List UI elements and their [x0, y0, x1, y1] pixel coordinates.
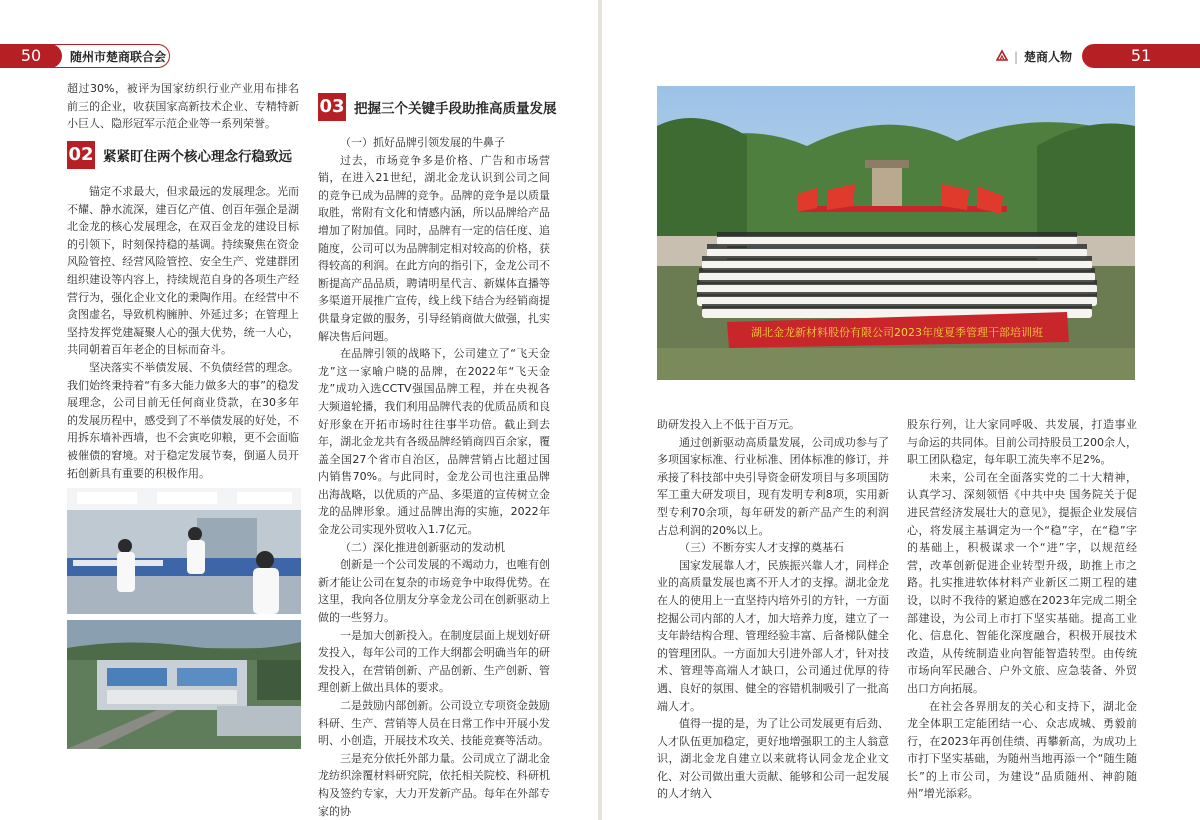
section-number: 03 [318, 93, 346, 121]
section-02-body [67, 183, 299, 482]
paragraph: 未来，公司在全面落实党的二十大精神，认真学习、深刻领悟《中共中央 国务院关于促进民营经济发展壮大的意见》，提振企业发展信心，将发展主基调定为一个“稳”字，在“稳”字的基础上，积极谋求一个“进”字，以规范经营，改革创新促进企业转型升级，助推上市之路。扎实推进软体材料产业新区二期工程的建设，以时不我待的紧迫感在2023年完成二期全部建设，为公司上市打下坚实基础。提高工业化、信息化、智能化深度融合，积极开展技术改造，从传统制造业向智能智造转型。由传统市场向军民融合、户外文旅、应急装备、外贸出口方向拓展。 [907, 470, 1137, 695]
subheading: （二）深化推进创新驱动的发动机 [340, 540, 505, 554]
section-number: 02 [67, 141, 95, 169]
section-03-heading [318, 93, 557, 121]
right-page [602, 0, 1200, 820]
paragraph: 在品牌引领的战略下，公司建立了“飞天金龙”这一家喻户晓的品牌，在2022年“飞天金龙”成功入选CCTV强国品牌工程，并在央视各大频道轮播，我们利用品牌代表的优质品质和良好形象在开拓市场时往往事半功倍。截止到去年，湖北金龙共有各级品牌经销商四百余家，覆盖全国27个省市自治区，品牌营销占比超过国内销售70%。与此同时，金龙公司也注重品牌出海战略，以优质的产品、多渠道的宣传树立金龙的品牌形象。通过品牌出海的实施，2022年金龙公司实现外贸收入1.7亿元。 [318, 347, 550, 537]
header-separator: | [1013, 49, 1018, 64]
factory-aerial-photo [67, 620, 301, 749]
banner-text: 湖北金龙新材料股份有限公司2023年度夏季管理干部培训班 [751, 326, 1043, 339]
left-page-number: 50 [0, 44, 62, 68]
paragraph: 一是加大创新投入。在制度层面上规划好研发投入，每年公司的工作大纲都会明确当年的研发投入，在营销创新、产品创新、生产创新、管理创新上做出具体的要求。 [318, 628, 550, 695]
paragraph: 值得一提的是，为了让公司发展更有后劲、人才队伍更加稳定，更好地增强职工的主人翁意识，湖北金龙自建立以来就将认同金龙企业文化、对公司做出重大贡献、能够和公司一起发展的人才纳入 [657, 717, 889, 801]
left-header-title: 随州市楚商联合会 [70, 50, 167, 64]
intro-paragraph: 超过30%，被评为国家纺织行业产业用布排名前三的企业，收获国家高新技术企业、专精特新小巨人、隐形冠军示范企业等一系列荣誉。 [67, 82, 299, 131]
paragraph: 锚定不求最大，但求最远的发展理念。光而不耀、静水流深，建百亿产值、创百年强企是湖北金龙的核心发展理念，在双百金龙的建设目标的引领下，时刻保持稳的基调。持续聚焦在资金风险管控、经营风险管控、安全生产、党建群团组织建设等内容上，持续规范自身的各项生产经营行为，强化企业文化的秉陶作用。在经营中不贪图虚名，导致机构臃肿、外延过多；在管理上坚持发挥党建凝聚人心的强大优势，统一人心，共同朝着百年老企的目标而奋斗。 [67, 185, 299, 357]
mountain-logo-icon [996, 49, 1008, 64]
lab-photo [67, 488, 301, 614]
paragraph: 通过创新驱动高质量发展，公司成功参与了多项国家标准、行业标准、团体标准的修订，并承接了科技部中央引导资金研发项目与多项国防军工重大研发项目，现有发明专利8项，实用新型专利70余项，每年研发的新产品产生的利润占总利润的20%以上。 [657, 435, 889, 537]
col1-intro [67, 80, 299, 133]
left-header-bar [0, 44, 170, 68]
paragraph: 在社会各界朋友的关心和支持下，湖北金龙全体职工定能团结一心、众志成城、勇毅前行，在2023年再创佳绩、再攀新高，为成功上市打下坚实基础，为随州当地再添一个“随生随长”的上市公司，为建设“品质随州、神韵随州”增光添彩。 [907, 699, 1137, 801]
subheading: （三）不断夯实人才支撑的奠基石 [679, 541, 844, 555]
right-header-title: 楚商人物 [1023, 50, 1072, 64]
paragraph: 二是鼓励内部创新。公司设立专项资金鼓励科研、生产、营销等人员在日常工作中开展小发明、小创造，开展技术攻关、技能竞赛等活动。 [318, 699, 550, 748]
paragraph: 助研发投入上不低于百万元。 [657, 418, 800, 431]
paragraph: 坚决落实不举债发展、不负债经营的理念。我们始终秉持着“有多大能力做多大的事”的稳发展理念，公司目前无任何商业贷款，在30多年的发展历程中，感受到了不举债发展的好处，不用拆东墙补西墙，也不会寅吃卯粮，更不会面临被催债的窘境。对于稳定发展节奏，倒逼人员开拓创新具有重要的积极作用。 [67, 360, 299, 480]
section-title: 紧紧盯住两个核心理念行稳致远 [103, 149, 292, 165]
right-col2-body [907, 416, 1137, 803]
right-header-label [996, 48, 1072, 65]
right-page-number: 51 [1082, 44, 1200, 68]
paragraph: 过去，市场竞争多是价格、广告和市场营销，在进入21世纪，湖北金龙认识到公司之间的竞争已成为品牌的竞争。品牌的竞争是以质量取胜，常附有文化和情感内涵，所以品牌给产品增加了附加值。同时，品牌有一定的信任度、追随度，公司可以为品牌制定相对较高的价格，获得较高的利润。在此方向的指引下，金龙公司不断提高产品品质，聘请明星代言、新媒体直播等多渠道开展推广宣传，线上线下结合为经销商提供量身定做的服务，引导经销商做大做强，扎实解决售后问题。 [318, 153, 550, 343]
paragraph: 股东行列，让大家同呼吸、共发展，打造事业与命运的共同体。目前公司持股员工200余人，职工团队稳定，每年职工流失率不足2%。 [907, 418, 1137, 467]
section-03-body [318, 134, 550, 820]
section-02-heading [67, 141, 292, 169]
group-photo [657, 86, 1135, 380]
paragraph: 三是充分依托外部力量。公司成立了湖北金龙纺织涂覆材料研究院，依托相关院校、科研机构及签约专家，大力开发新产品。每年在外部专家的协 [318, 751, 550, 818]
right-col1-body [657, 416, 889, 803]
paragraph: 创新是一个公司发展的不竭动力，也唯有创新才能让公司在复杂的市场竞争中取得优势。在这里，我向各位朋友分享金龙公司在创新驱动上做的一些努力。 [318, 558, 550, 625]
left-page [0, 0, 598, 820]
paragraph: 国家发展靠人才，民族振兴靠人才，同样企业的高质量发展也离不开人才的支撑。湖北金龙在人的使用上一直坚持内培外引的方针，一方面挖掘公司内部的人才，加大培养力度，建立了一支年龄结构合理、管理经验丰富、后备梯队健全的管理团队。一方面加大引进外部人才，针对技术、管理等高端人才缺口，公司通过优厚的待遇、良好的氛围、健全的容错机制吸引了一批高端人才。 [657, 558, 889, 713]
subheading: （一）抓好品牌引领发展的牛鼻子 [340, 136, 505, 149]
section-title: 把握三个关键手段助推高质量发展 [354, 101, 557, 117]
